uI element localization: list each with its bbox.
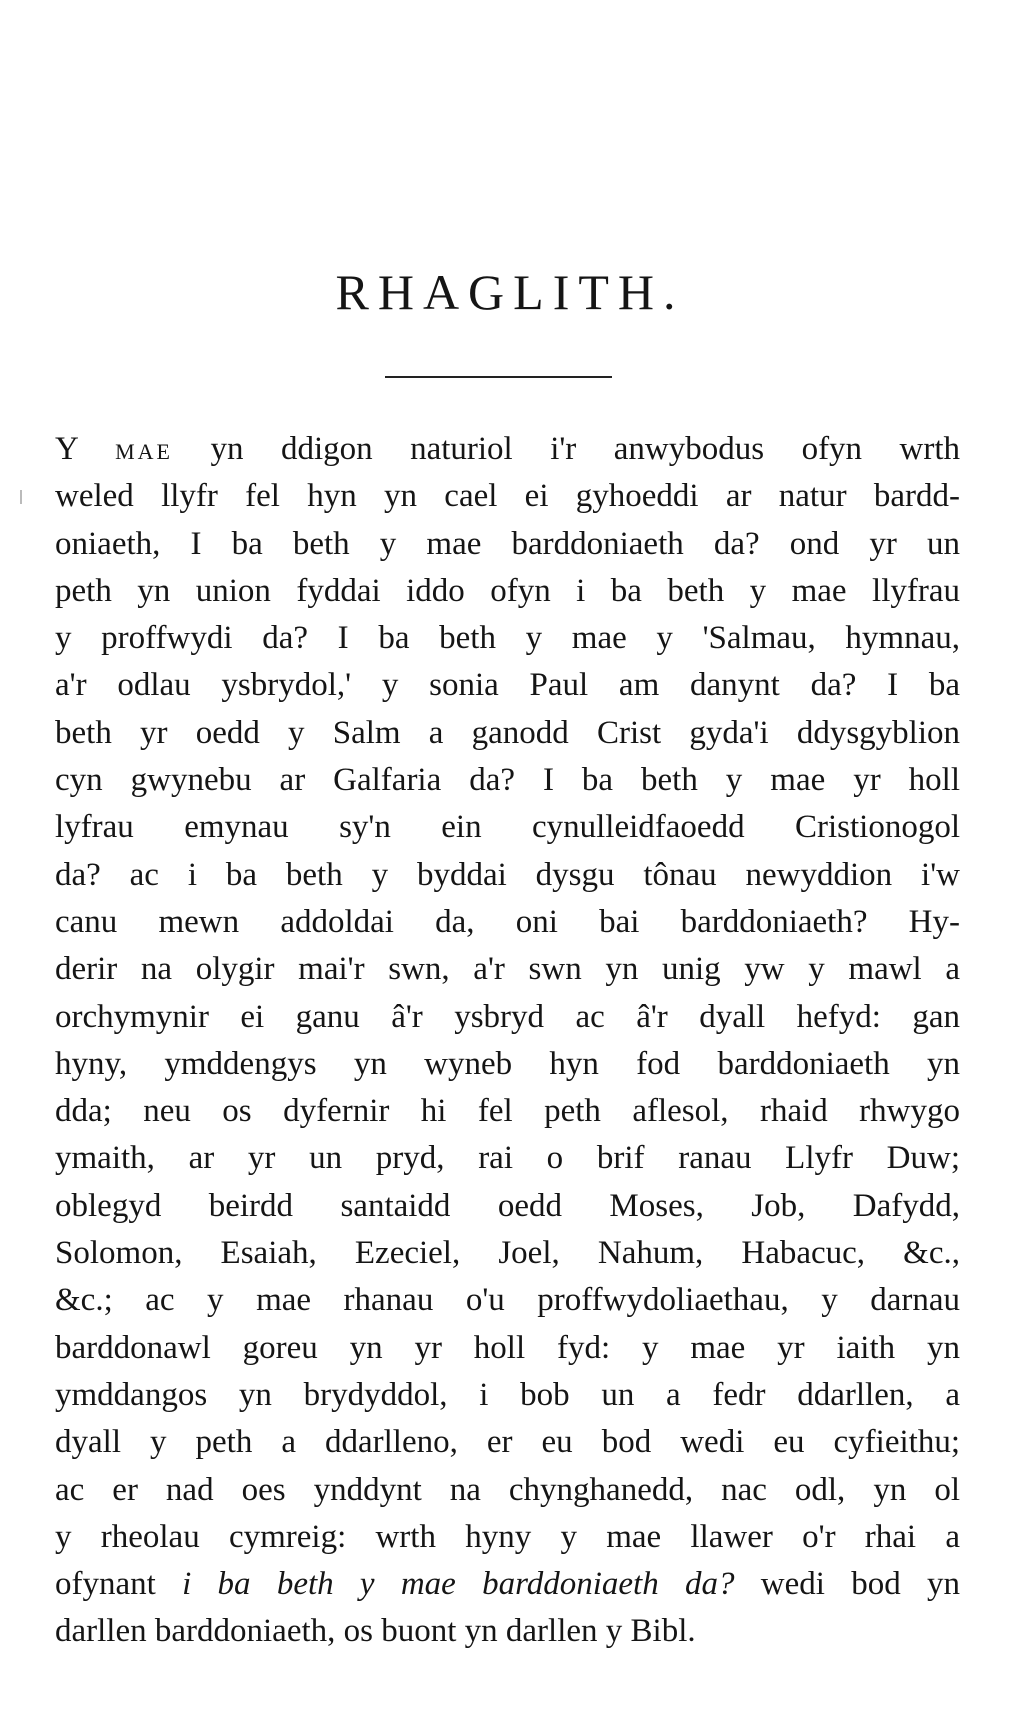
first-line-rest: yn ddigon naturiol i'r anwybodus ofyn wrth <box>210 431 961 467</box>
text-line-26: darllen barddoniaeth, os buont yn darllen y Bibl. <box>55 1613 696 1650</box>
margin-mark <box>20 490 22 504</box>
opening-word: Y <box>55 431 78 467</box>
text-line-19: &c.; ac y mae rhanau o'u proffwydoliaethau, y darnau <box>55 1282 960 1319</box>
italic-line-start: ofynant <box>55 1566 156 1603</box>
text-line-9: lyfrau emynau sy'n ein cynulleidfaoedd Cristionogol <box>55 809 960 846</box>
text-line-6: a'r odlau ysbrydol,' y sonia Paul am danynt da? I ba <box>55 667 960 704</box>
title-rule <box>385 376 612 378</box>
text-line-24: y rheolau cymreig: wrth hyny y mae llawer o'r rhai a <box>55 1518 960 1555</box>
text-line-2: weled llyfr fel hyn yn cael ei gyhoeddi ar natur bardd- <box>55 478 960 515</box>
text-line-5: y proffwydi da? I ba beth y mae y 'Salmau, hymnau, <box>55 620 960 657</box>
text-line-14: hyny, ymddengys yn wyneb hyn fod barddoniaeth yn <box>55 1045 960 1082</box>
text-line-7: beth yr oedd y Salm a ganodd Crist gyda'i ddysgyblion <box>55 714 960 751</box>
text-line-12: derir na olygir mai'r swn, a'r swn yn unig yw y mawl a <box>55 951 960 988</box>
text-line-1 <box>55 426 960 473</box>
text-line-16: ymaith, ar yr un pryd, rai o brif ranau Llyfr Duw; <box>55 1140 960 1177</box>
smallcaps-word: MAE <box>115 439 173 464</box>
text-line-21: ymddangos yn brydyddol, i bob un a fedr ddarllen, a <box>55 1376 960 1413</box>
italic-line-end: wedi bod yn <box>760 1566 960 1603</box>
text-line-8: cyn gwynebu ar Galfaria da? I ba beth y mae yr holl <box>55 762 960 799</box>
text-line-23: ac er nad oes ynddynt na chynghanedd, nac odl, yn ol <box>55 1471 960 1508</box>
text-line-18: Solomon, Esaiah, Ezeciel, Joel, Nahum, Habacuc, &c., <box>55 1235 960 1272</box>
text-line-13: orchymynir ei ganu â'r ysbryd ac â'r dyall hefyd: gan <box>55 998 960 1035</box>
preface-paragraph <box>55 426 960 1656</box>
text-line-15: dda; neu os dyfernir hi fel peth aflesol, rhaid rhwygo <box>55 1093 960 1130</box>
text-line-25 <box>55 1561 960 1608</box>
text-line-22: dyall y peth a ddarlleno, er eu bod wedi eu cyfieithu; <box>55 1424 960 1461</box>
page-title: RHAGLITH. <box>335 264 685 320</box>
text-line-17: oblegyd beirdd santaidd oedd Moses, Job, Dafydd, <box>55 1187 960 1224</box>
text-line-20: barddonawl goreu yn yr holl fyd: y mae yr iaith yn <box>55 1329 960 1366</box>
italic-phrase: i ba beth y mae barddoniaeth da? <box>182 1566 735 1603</box>
text-line-11: canu mewn addoldai da, oni bai barddoniaeth? Hy- <box>55 903 960 940</box>
text-line-10: da? ac i ba beth y byddai dysgu tônau newyddion i'w <box>55 856 960 893</box>
text-line-3: oniaeth, I ba beth y mae barddoniaeth da? ond yr un <box>55 525 960 562</box>
text-line-4: peth yn union fyddai iddo ofyn i ba beth y mae llyfrau <box>55 572 960 609</box>
